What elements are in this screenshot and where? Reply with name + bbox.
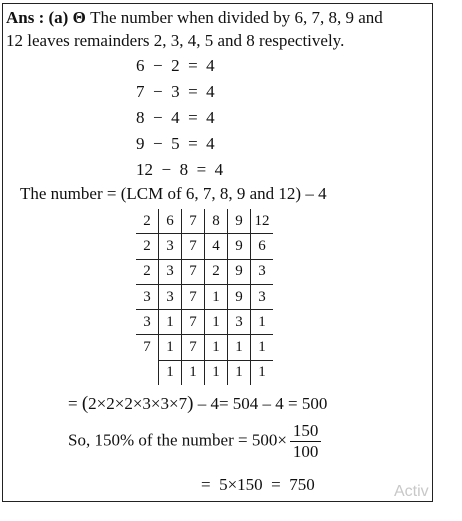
table-row [136,209,273,234]
table-cell: 7 [182,310,205,335]
lcm-result: – 4= 504 – 4 = 500 [197,394,328,413]
table-cell: 2 [143,212,151,229]
answer-label: Ans : (a) [6,8,69,27]
watermark: Activ [394,483,429,500]
table-cell: 3 [251,284,274,309]
table-cell: 9 [228,259,251,284]
table-cell: 1 [205,360,228,385]
table-cell: 3 [159,259,182,284]
table-cell: 3 [159,284,182,309]
table-row [136,284,273,309]
table-cell: 3 [136,284,159,309]
table-cell: 1 [205,335,228,360]
table-cell: 9 [228,234,251,259]
percent-line [68,421,321,462]
theta-symbol: Θ [72,8,86,27]
table-cell: 1 [228,335,251,360]
table-cell: 1 [159,310,182,335]
final-answer-line: = 5×150 = 750 [201,475,315,494]
table-cell: 8 [205,209,228,234]
table-cell: 3 [136,310,159,335]
table-cell: 1 [251,310,274,335]
table-cell: 3 [159,234,182,259]
fraction [290,421,322,462]
lcm-calculation-line [68,393,327,415]
table-cell: 7 [182,284,205,309]
table-cell: 6 [159,209,182,234]
difference-row: 6 − 2 = 4 [136,56,215,75]
percent-text: So, 150% of the number = 500× [68,430,287,450]
lcm-product: 2×2×2×3×3×7 [88,394,188,413]
table-cell: 1 [251,360,274,385]
lcm-statement: The number = (LCM of 6, 7, 8, 9 and 12) – 4 [20,184,327,203]
lcm-division-table [136,209,273,385]
difference-row: 7 − 3 = 4 [136,82,215,101]
table-cell [136,360,159,385]
table-cell: 7 [182,209,205,234]
table-cell: 7 [182,234,205,259]
table-cell: 1 [159,360,182,385]
equals-sign: = [68,394,78,413]
answer-line-1 [6,8,383,28]
table-cell: 3 [251,259,274,284]
fraction-numerator: 150 [290,421,322,442]
table-cell: 9 [228,209,251,234]
answer-line-2: 12 leaves remainders 2, 3, 4, 5 and 8 respectively. [6,31,345,50]
table-cell: 3 [228,310,251,335]
table-cell: 1 [182,360,205,385]
table-cell: 7 [182,335,205,360]
table-cell: 7 [182,259,205,284]
open-paren: ( [81,393,89,414]
difference-row: 12 − 8 = 4 [136,160,224,179]
table-row [136,234,273,259]
table-row [136,259,273,284]
table-cell: 1 [205,284,228,309]
table-cell: 1 [159,335,182,360]
table-cell: 12 [251,209,274,234]
table-cell: 2 [136,259,159,284]
table-cell: 1 [251,335,274,360]
difference-row: 9 − 5 = 4 [136,134,215,153]
table-cell: 6 [251,234,274,259]
table-row [136,360,273,385]
table-cell: 1 [205,310,228,335]
table-cell: 7 [136,335,159,360]
table-row [136,335,273,360]
table-cell: 2 [136,234,159,259]
close-paren: ) [187,393,194,414]
table-cell: 2 [205,259,228,284]
fraction-denominator: 100 [292,442,319,461]
table-row [136,310,273,335]
table-cell: 4 [205,234,228,259]
table-cell: 9 [228,284,251,309]
difference-row: 8 − 4 = 4 [136,108,215,127]
table-cell: 1 [228,360,251,385]
answer-text-1: The number when divided by 6, 7, 8, 9 and [90,8,383,27]
